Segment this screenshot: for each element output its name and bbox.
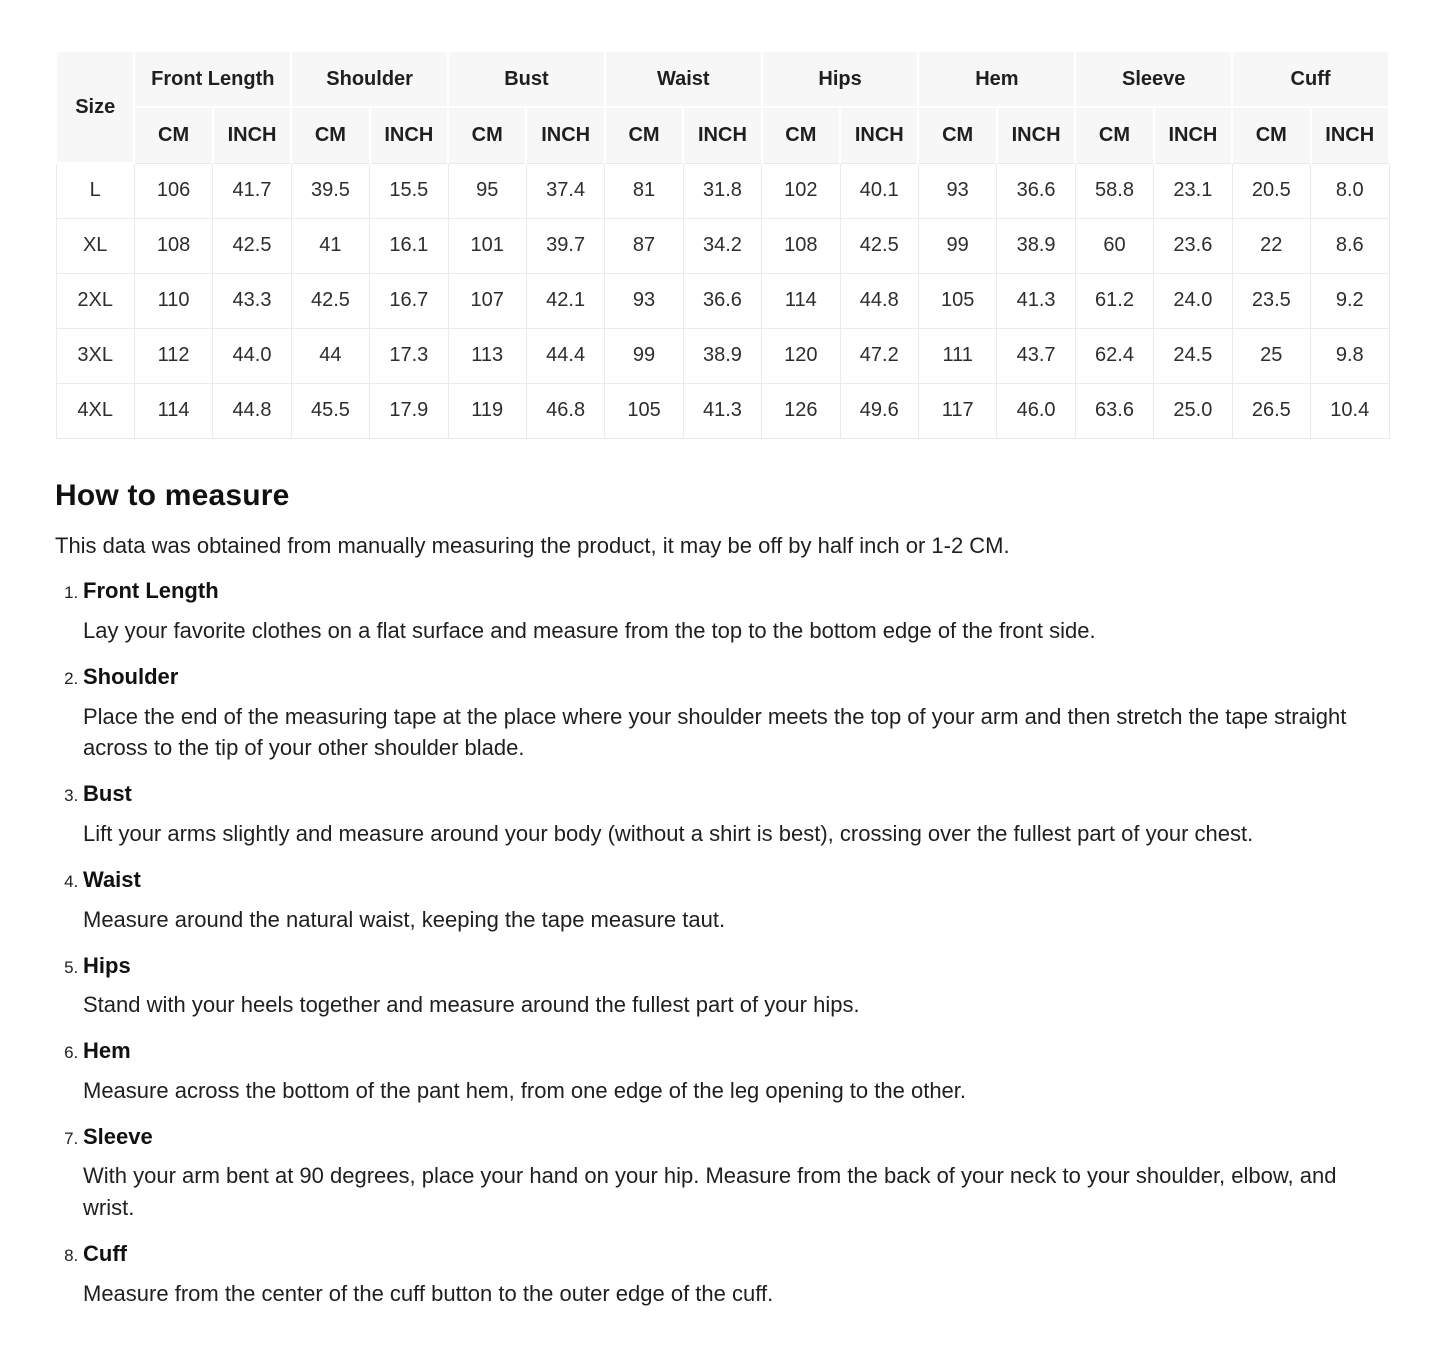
measurement-cell: 42.1 — [526, 273, 604, 328]
measurement-cell: 120 — [762, 328, 840, 383]
measurement-cell: 24.5 — [1154, 328, 1232, 383]
measurement-cell: 44.8 — [213, 383, 291, 438]
measure-step-description: With your arm bent at 90 degrees, place your hand on your hip. Measure from the back of your neck to your shoulder, elbow, and wrist. — [83, 1163, 1337, 1221]
table-row — [56, 163, 1389, 218]
size-cell: 4XL — [56, 383, 134, 438]
measurement-cell: 99 — [605, 328, 683, 383]
measurement-cell: 114 — [762, 273, 840, 328]
col-header-unit: INCH — [1311, 107, 1390, 163]
measurement-cell: 42.5 — [213, 218, 291, 273]
col-header-unit: INCH — [997, 107, 1075, 163]
measurement-cell: 42.5 — [291, 273, 369, 328]
measurement-cell: 39.5 — [291, 163, 369, 218]
measurement-cell: 99 — [918, 218, 996, 273]
measurement-cell: 9.2 — [1311, 273, 1390, 328]
col-header-unit: INCH — [1154, 107, 1232, 163]
measure-step-description: Measure across the bottom of the pant hem, from one edge of the leg opening to the other. — [83, 1077, 967, 1103]
table-row — [56, 383, 1389, 438]
table-row — [56, 328, 1389, 383]
measurement-cell: 24.0 — [1154, 273, 1232, 328]
measurement-cell: 36.6 — [997, 163, 1075, 218]
measurement-cell: 46.8 — [526, 383, 604, 438]
measurement-cell: 43.7 — [997, 328, 1075, 383]
how-to-measure-intro: This data was obtained from manually measuring the product, it may be off by half inch or 1-2 CM. — [55, 532, 1010, 558]
measurement-cell: 102 — [762, 163, 840, 218]
measurement-cell: 9.8 — [1311, 328, 1390, 383]
measure-step-term: 7. Sleeve — [83, 1123, 153, 1149]
measurement-cell: 47.2 — [840, 328, 918, 383]
col-header-group: Waist — [605, 51, 762, 107]
size-chart-table — [55, 50, 1390, 439]
col-header-unit: CM — [448, 107, 526, 163]
how-to-measure-section — [55, 479, 1390, 1310]
col-header-unit: CM — [291, 107, 369, 163]
measurement-cell: 114 — [134, 383, 212, 438]
measure-step-description: Stand with your heels together and measure around the fullest part of your hips. — [83, 992, 860, 1018]
measure-step-term: 8. Cuff — [83, 1241, 127, 1267]
measure-step-description: Measure around the natural waist, keeping the tape measure taut. — [83, 906, 726, 932]
col-header-group: Front Length — [134, 51, 291, 107]
measurement-cell: 41.3 — [997, 273, 1075, 328]
col-header-size: Size — [56, 51, 134, 163]
measure-step — [83, 951, 1390, 1022]
col-header-group: Cuff — [1232, 51, 1389, 107]
measurement-cell: 44.0 — [213, 328, 291, 383]
measurement-cell: 17.9 — [370, 383, 448, 438]
measure-step-term: 5. Hips — [83, 952, 131, 978]
measure-step-description: Place the end of the measuring tape at the place where your shoulder meets the top of your arm and then stretch the tape straight across to the tip of your other shoulder blade. — [83, 703, 1347, 761]
col-header-unit: CM — [134, 107, 212, 163]
measurement-cell: 44.4 — [526, 328, 604, 383]
size-table-body — [56, 163, 1389, 438]
measurement-cell: 38.9 — [683, 328, 761, 383]
measurement-cell: 20.5 — [1232, 163, 1310, 218]
measurement-cell: 34.2 — [683, 218, 761, 273]
measurement-cell: 93 — [918, 163, 996, 218]
measurement-cell: 107 — [448, 273, 526, 328]
measurement-cell: 41.7 — [213, 163, 291, 218]
measurement-cell: 23.1 — [1154, 163, 1232, 218]
measurement-cell: 41.3 — [683, 383, 761, 438]
measurement-cell: 42.5 — [840, 218, 918, 273]
col-header-unit: INCH — [840, 107, 918, 163]
measurement-cell: 119 — [448, 383, 526, 438]
col-header-unit: CM — [918, 107, 996, 163]
measurement-cell: 105 — [605, 383, 683, 438]
table-header-unit-row — [56, 107, 1389, 163]
measurement-cell: 117 — [918, 383, 996, 438]
measurement-cell: 49.6 — [840, 383, 918, 438]
measurement-cell: 31.8 — [683, 163, 761, 218]
measurement-cell: 108 — [762, 218, 840, 273]
measure-step-term: 1. Front Length — [83, 578, 219, 604]
measure-step — [83, 1239, 1390, 1310]
measurement-cell: 101 — [448, 218, 526, 273]
col-header-unit: CM — [762, 107, 840, 163]
measurement-cell: 39.7 — [526, 218, 604, 273]
measurement-cell: 16.7 — [370, 273, 448, 328]
measurement-cell: 26.5 — [1232, 383, 1310, 438]
measurement-cell: 108 — [134, 218, 212, 273]
measurement-cell: 25.0 — [1154, 383, 1232, 438]
measure-step — [83, 779, 1390, 850]
col-header-unit: CM — [1075, 107, 1153, 163]
measurement-cell: 46.0 — [997, 383, 1075, 438]
measure-step-description: Measure from the center of the cuff button to the outer edge of the cuff. — [83, 1280, 774, 1306]
measurement-cell: 60 — [1075, 218, 1153, 273]
measurement-cell: 17.3 — [370, 328, 448, 383]
measurement-cell: 37.4 — [526, 163, 604, 218]
measurement-cell: 93 — [605, 273, 683, 328]
how-to-measure-title: How to measure — [55, 478, 290, 512]
measurement-cell: 87 — [605, 218, 683, 273]
col-header-group: Bust — [448, 51, 605, 107]
size-cell: L — [56, 163, 134, 218]
measurement-cell: 16.1 — [370, 218, 448, 273]
measurement-cell: 41 — [291, 218, 369, 273]
measurement-cell: 110 — [134, 273, 212, 328]
table-header-group-row — [56, 51, 1389, 107]
measurement-cell: 111 — [918, 328, 996, 383]
measure-step — [83, 1122, 1390, 1224]
measure-step-term: 6. Hem — [83, 1038, 131, 1064]
measurement-cell: 81 — [605, 163, 683, 218]
measurement-cell: 63.6 — [1075, 383, 1153, 438]
measure-step — [83, 1036, 1390, 1107]
measurement-cell: 62.4 — [1075, 328, 1153, 383]
measurement-cell: 106 — [134, 163, 212, 218]
measure-step — [83, 662, 1390, 764]
measurement-cell: 105 — [918, 273, 996, 328]
col-header-unit: INCH — [683, 107, 761, 163]
col-header-unit: INCH — [526, 107, 604, 163]
measurement-cell: 113 — [448, 328, 526, 383]
measurement-cell: 58.8 — [1075, 163, 1153, 218]
measurement-cell: 38.9 — [997, 218, 1075, 273]
measurement-cell: 23.6 — [1154, 218, 1232, 273]
measurement-cell: 10.4 — [1311, 383, 1390, 438]
measurement-cell: 40.1 — [840, 163, 918, 218]
table-row — [56, 218, 1389, 273]
measurement-cell: 36.6 — [683, 273, 761, 328]
measure-steps-list — [55, 576, 1390, 1309]
col-header-unit: INCH — [213, 107, 291, 163]
measure-step-term: 4. Waist — [83, 866, 141, 892]
measurement-cell: 112 — [134, 328, 212, 383]
measurement-cell: 44 — [291, 328, 369, 383]
measurement-cell: 15.5 — [370, 163, 448, 218]
size-cell: 3XL — [56, 328, 134, 383]
col-header-group: Sleeve — [1075, 51, 1232, 107]
measurement-cell: 61.2 — [1075, 273, 1153, 328]
measure-step-description: Lift your arms slightly and measure around your body (without a shirt is best), crossing over the fullest part of your chest. — [83, 821, 1254, 847]
col-header-unit: CM — [605, 107, 683, 163]
measure-step-description: Lay your favorite clothes on a flat surface and measure from the top to the bottom edge of the front side. — [83, 617, 1096, 643]
measurement-cell: 25 — [1232, 328, 1310, 383]
measure-step — [83, 576, 1390, 647]
measurement-cell: 44.8 — [840, 273, 918, 328]
measurement-cell: 22 — [1232, 218, 1310, 273]
table-row — [56, 273, 1389, 328]
measurement-cell: 23.5 — [1232, 273, 1310, 328]
measurement-cell: 43.3 — [213, 273, 291, 328]
measure-step — [83, 865, 1390, 936]
col-header-group: Shoulder — [291, 51, 448, 107]
col-header-unit: INCH — [370, 107, 448, 163]
size-cell: 2XL — [56, 273, 134, 328]
size-cell: XL — [56, 218, 134, 273]
measurement-cell: 45.5 — [291, 383, 369, 438]
col-header-group: Hips — [762, 51, 919, 107]
measurement-cell: 8.6 — [1311, 218, 1390, 273]
size-table-head — [56, 51, 1389, 163]
measurement-cell: 126 — [762, 383, 840, 438]
measure-step-term: 3. Bust — [83, 781, 132, 807]
measure-step-term: 2. Shoulder — [83, 663, 179, 689]
col-header-unit: CM — [1232, 107, 1310, 163]
col-header-group: Hem — [918, 51, 1075, 107]
measurement-cell: 95 — [448, 163, 526, 218]
measurement-cell: 8.0 — [1311, 163, 1390, 218]
